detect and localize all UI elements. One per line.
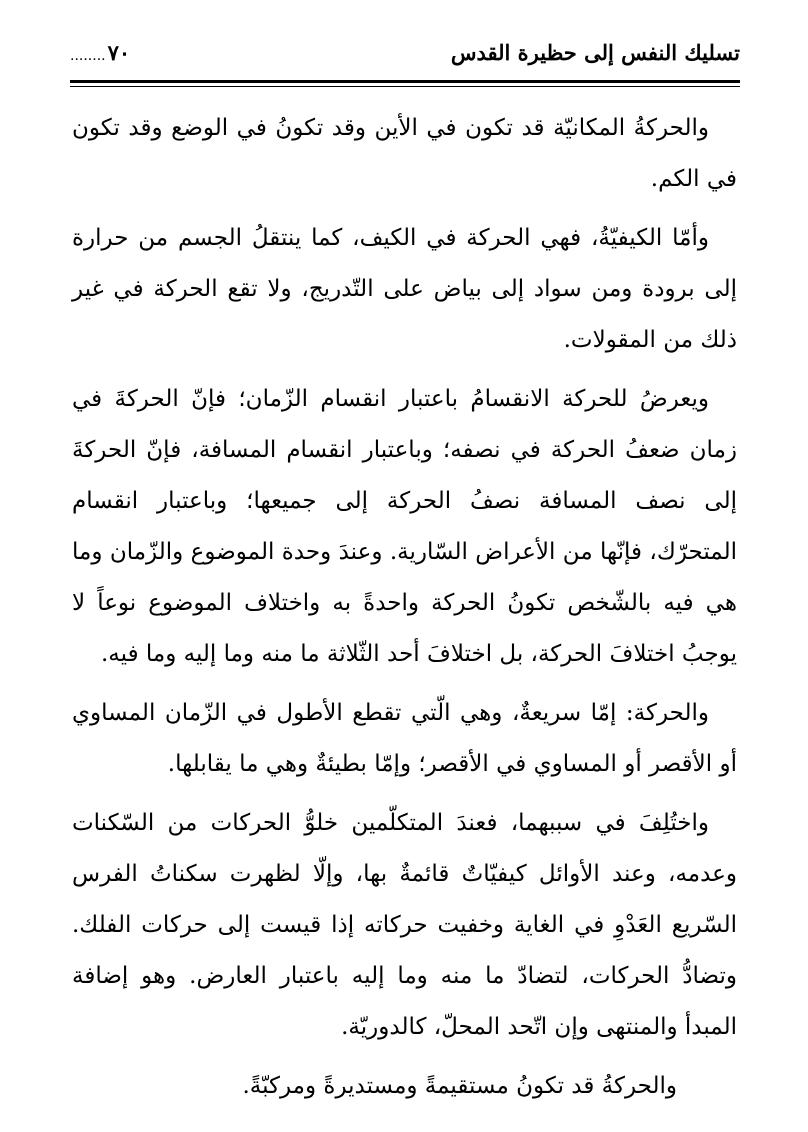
header-title: تسليك النفس إلى حظيرة القدس <box>450 40 740 65</box>
paragraph-5: واختُلِفَ في سببهما، فعندَ المتكلّمين خلوُّ الحركات من السّكنات وعدمه، وعند الأوائل كيفيّاتٌ قائمةٌ بها، وإلّا لظهرت سكناتُ الفرس السّريع العَدْوِ في الغاية وخفيت حركاته إذا قيست إلى حركات الفلك. وتضادُّ الحركات، لتضادّ ما منه وما إليه باعتبار العارض. وهو إضافة المبدأ والمنتهى وإن اتّحد المحلّ، كالدوريّة. <box>72 810 737 1040</box>
paragraph-4: والحركة: إمّا سريعةٌ، وهي الّتي تقطع الأطول في الزّمان المساوي أو الأقصر أو المساوي في الأقصر؛ وإمّا بطيئةٌ وهي ما يقابلها. <box>72 700 737 777</box>
paragraph-1: والحركةُ المكانيّة قد تكون في الأين وقد تكونُ في الوضع وقد تكون في الكم. <box>72 115 737 192</box>
paragraph-3: ويعرضُ للحركة الانقسامُ باعتبار انقسام الزّمان؛ فإنّ الحركةَ في زمان ضعفُ الحركة في نصفه؛ وباعتبار انقسام المسافة، فإنّ الحركةَ إلى نصف المسافة نصفُ الحركة إلى جميعها؛ وباعتبار انقسام المتحرّك، فإنّها من الأعراض السّارية. وعندَ وحدة الموضوع والزّمان وما هي فيه بالشّخص تكونُ الحركة واحدةً به واختلاف الموضوع نوعاً لا يوجبُ اختلافَ الحركة، بل اختلافَ أحد الثّلاثة ما منه وما إليه وما فيه. <box>72 386 737 667</box>
header-rule-thick <box>70 80 740 83</box>
paragraph-2: وأمّا الكيفيّةُ، فهي الحركة في الكيف، كما ينتقلُ الجسم من حرارة إلى برودة ومن سواد إلى بياض على التّدريج، ولا تقع الحركة في غير ذلك من المقولات. <box>72 225 737 353</box>
body-text <box>72 103 737 1120</box>
header-page-number <box>70 40 130 65</box>
header-rule-thin <box>70 86 740 87</box>
header-dots: ........ <box>70 48 106 64</box>
paragraph-6: والحركةُ قد تكونُ مستقيمةً ومستديرةً ومركبّةً. <box>242 1073 677 1099</box>
page-number: ٧٠ <box>107 40 131 65</box>
running-header <box>70 38 740 82</box>
